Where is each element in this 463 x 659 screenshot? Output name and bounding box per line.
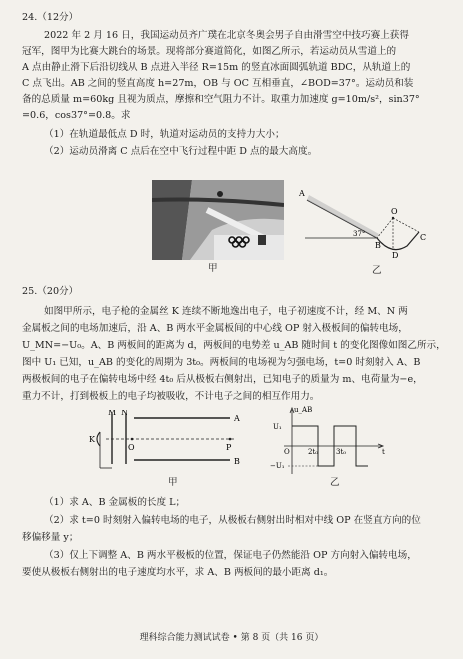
q25-subquestion-3-cont: 要使从极板右侧射出的电子速度均水平，求 A、B 两板间的最小距离 d₁。	[22, 567, 334, 578]
q25-text-line: 如图甲所示，电子枪的金属丝 K 连续不断地逸出电子，电子初速度不计，经 M、N 两	[44, 306, 408, 317]
q25-subquestion-2: （2）求 t=0 时刻射入偏转电场的电子，从极板右侧射出时相对中线 OP 在竖直方向的位	[44, 515, 421, 526]
q25-text-line: 金属板之间的电场加速后，沿 A、B 两水平金属板间的中心线 OP 射入极板间的偏转电场，	[22, 323, 408, 334]
u1-label: U₁	[273, 423, 282, 431]
plate-b-label: B	[234, 457, 240, 466]
q25-subquestion-1: （1）求 A、B 金属板的长度 L；	[44, 497, 186, 508]
q25-subquestion-2-cont: 移偏移量 y；	[22, 532, 79, 543]
point-b-label: B	[375, 241, 381, 250]
q24-text-line: A 点由静止滑下后沿切线从 B 点进入半径 R=15m 的竖直冰面圆弧轨道 BDC，从轨道上的	[22, 62, 411, 73]
q24-fig-left-caption: 甲	[208, 263, 218, 274]
angle-label: 37°	[353, 230, 366, 238]
q24-subquestion-1: （1）在轨道最低点 D 时，轨道对运动员的支持力大小；	[44, 129, 285, 140]
q24-photo-figure	[152, 180, 284, 260]
neg-u1-label: −U₁	[270, 462, 285, 470]
point-p-label: P	[226, 443, 232, 452]
plate-m-label: M	[108, 410, 117, 417]
q25-text-line: U_MN=−U₀。A、B 两板间的距离为 d，两板间的电势差 u_AB 随时间 t 的变化图像如图乙所示，	[22, 340, 446, 351]
origin-label: O	[284, 448, 290, 456]
q24-text-line: 2022 年 2 月 16 日，我国运动员齐广璞在北京冬奥会男子自由滑雪空中技巧赛上获得	[44, 30, 409, 41]
plate-a-label: A	[234, 414, 240, 423]
filament-k-label: K	[89, 435, 95, 444]
q25-text-line: 两极板间的电子在偏转电场中经 4t₀ 后从极板右侧射出，已知电子的质量为 m、电荷量为−e，	[22, 374, 423, 385]
q25-heading: 25.（20分）	[22, 286, 79, 297]
tick-2t0-label: 2t₀	[308, 448, 319, 456]
point-a-label: A	[299, 189, 305, 198]
q25-apparatus-figure	[86, 410, 246, 472]
q25-text-line: 图中 U₁ 已知，u_AB 的变化的周期为 3t₀。两板间的电场视为匀强电场，t=0 时刻射入 A、B	[22, 357, 421, 368]
point-c-label: C	[420, 233, 427, 242]
q24-text-line: C 点飞出。AB 之间的竖直高度 h=27m，OB 与 OC 互相垂直，∠BOD=37°。运动员和装	[22, 78, 414, 89]
q25-fig-left-caption: 甲	[168, 477, 178, 488]
point-o-label: O	[128, 443, 135, 452]
q25-text-line: 重力不计，打到极板上的电子均被吸收，不计电子之间的相互作用力。	[22, 391, 320, 402]
q24-text-line: =0.6，cos37°=0.8。求	[22, 110, 131, 121]
point-d-label: D	[392, 251, 399, 260]
q24-text-line: 备的总质量 m=60kg 且视为质点，摩擦和空气阻力不计。取重力加速度 g=10m/s²，sin37°	[22, 94, 420, 105]
q24-track-diagram	[295, 178, 435, 260]
point-o-label: O	[391, 207, 398, 216]
q24-text-line: 冠军，图甲为比赛大跳台的场景。现将部分赛道简化，如图乙所示，若运动员从雪道上的	[22, 46, 397, 57]
uab-axis-label: u_AB	[294, 406, 313, 414]
q25-fig-right-caption: 乙	[330, 477, 340, 488]
q25-voltage-graph	[270, 404, 390, 476]
q25-subquestion-3: （3）仅上下调整 A、B 两水平极板的位置，保证电子仍然能沿 OP 方向射入偏转电场，	[44, 550, 417, 561]
page-footer: 理科综合能力测试试卷 • 第 8 页（共 16 页）	[139, 633, 324, 643]
q24-heading: 24.（12分）	[22, 12, 79, 23]
plate-n-label: N	[121, 410, 128, 417]
t-axis-label: t	[382, 448, 385, 456]
q24-fig-right-caption: 乙	[372, 265, 382, 276]
tick-3t0-label: 3t₀	[336, 448, 347, 456]
q24-subquestion-2: （2）运动员滑离 C 点后在空中飞行过程中距 D 点的最大高度。	[44, 146, 318, 157]
